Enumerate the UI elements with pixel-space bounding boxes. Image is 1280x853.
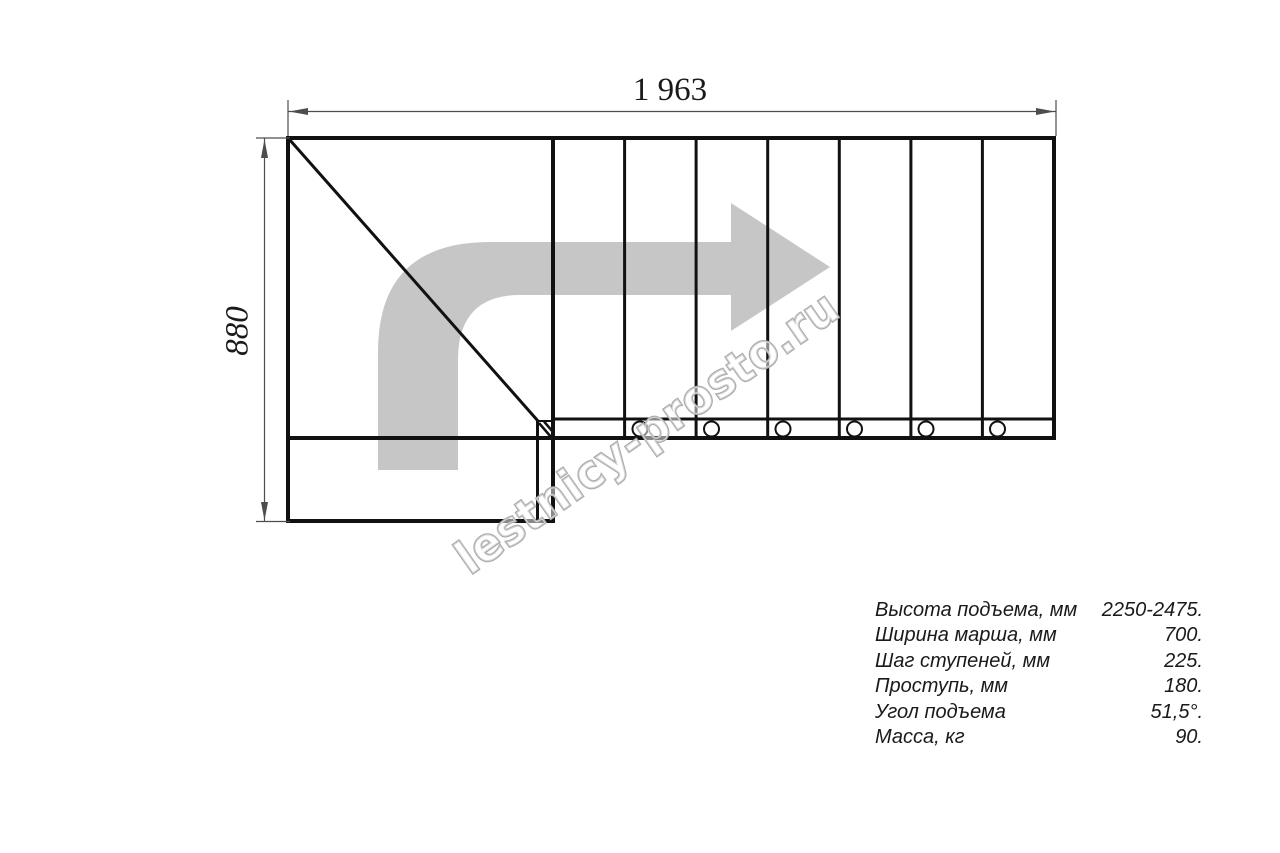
width-dimension <box>288 72 1056 136</box>
spec-row <box>875 725 1203 750</box>
spec-label: Проступь, мм <box>875 675 1009 698</box>
spec-label: Ширина марша, мм <box>875 624 1057 647</box>
width-dimension-label: 1 963 <box>632 72 708 108</box>
spec-value: 180. <box>1164 675 1203 698</box>
spec-value: 225. <box>1164 649 1203 672</box>
watermark-text: lestnicy-prosto.ru <box>445 264 870 585</box>
spec-value: 2250-2475. <box>1101 599 1203 621</box>
baluster-circle <box>990 422 1005 437</box>
spec-row <box>875 598 1203 623</box>
baluster-circle <box>919 422 934 437</box>
spec-row <box>875 623 1203 648</box>
height-dimension <box>220 138 290 522</box>
arrowhead-icon <box>1036 108 1055 115</box>
arrowhead-icon <box>261 139 268 158</box>
arrowhead-icon <box>261 502 268 521</box>
baluster-circle <box>847 422 862 437</box>
newel-post-hatch <box>538 421 553 438</box>
spec-value: 90. <box>1175 726 1203 749</box>
specs-table <box>875 598 1203 750</box>
baluster-circle <box>704 422 719 437</box>
height-dimension-label: 880 <box>219 306 256 356</box>
hatch-line <box>539 423 551 437</box>
spec-value: 700. <box>1164 624 1203 647</box>
spec-label: Высота подъема, мм <box>875 599 1078 621</box>
spec-row <box>875 700 1203 725</box>
spec-label: Шаг ступеней, мм <box>875 649 1051 672</box>
spec-row <box>875 649 1203 674</box>
spec-value: 51,5°. <box>1150 700 1203 723</box>
baluster-circle <box>776 422 791 437</box>
spec-label: Угол подъема <box>875 700 1006 723</box>
spec-row <box>875 674 1203 699</box>
spec-label: Масса, кг <box>875 726 965 749</box>
arrowhead-icon <box>289 108 308 115</box>
